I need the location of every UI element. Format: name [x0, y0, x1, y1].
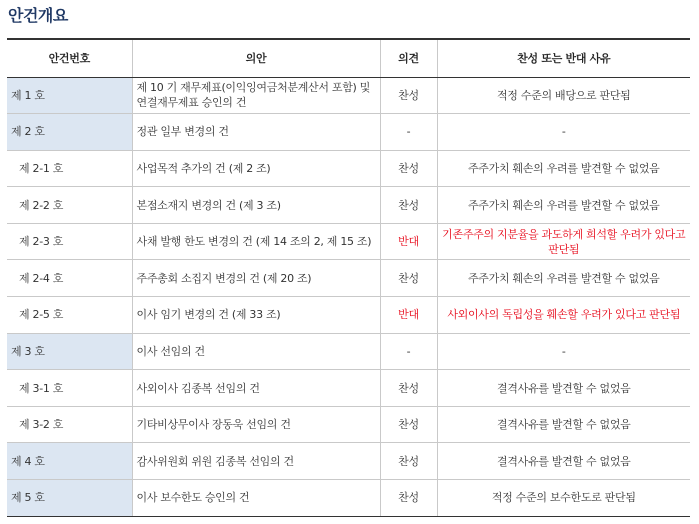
opinion-cell: 찬성	[380, 187, 437, 224]
table-row	[7, 77, 690, 114]
reason-cell: 적정 수준의 보수한도로 판단됨	[437, 480, 690, 517]
reason-cell: -	[437, 114, 690, 151]
agenda-number-cell: 제 3 호	[7, 333, 132, 370]
agenda-item-cell: 본점소재지 변경의 건 (제 3 조)	[132, 187, 380, 224]
header-opinion: 의견	[380, 39, 437, 77]
agenda-item-cell: 주주총회 소집지 변경의 건 (제 20 조)	[132, 260, 380, 297]
table-row	[7, 187, 690, 224]
page-title: 안건개요	[8, 6, 68, 25]
table-row	[7, 114, 690, 151]
agenda-number-cell: 제 2-3 호	[7, 223, 132, 260]
agenda-number-cell: 제 3-1 호	[7, 370, 132, 407]
agenda-item-cell: 사외이사 김종복 선임의 건	[132, 370, 380, 407]
table-row	[7, 260, 690, 297]
agenda-table-body	[7, 77, 690, 516]
opinion-cell: 찬성	[380, 480, 437, 517]
agenda-number-cell: 제 2-1 호	[7, 150, 132, 187]
opinion-cell: 찬성	[380, 150, 437, 187]
agenda-number-cell: 제 3-2 호	[7, 406, 132, 443]
header-agenda-number: 안건번호	[7, 39, 132, 77]
header-reason: 찬성 또는 반대 사유	[437, 39, 690, 77]
agenda-item-cell: 감사위원회 위원 김종복 선임의 건	[132, 443, 380, 480]
table-row	[7, 370, 690, 407]
table-row	[7, 150, 690, 187]
agenda-item-cell: 제 10 기 재무제표(이익잉여금처분계산서 포함) 및 연결재무제표 승인의 건	[132, 77, 380, 114]
reason-cell: 결격사유를 발견할 수 없었음	[437, 370, 690, 407]
agenda-number-cell: 제 5 호	[7, 480, 132, 517]
reason-cell: 결격사유를 발견할 수 없었음	[437, 443, 690, 480]
agenda-item-cell: 이사 선임의 건	[132, 333, 380, 370]
opinion-cell: 찬성	[380, 406, 437, 443]
agenda-table	[7, 38, 690, 517]
reason-cell: 결격사유를 발견할 수 없었음	[437, 406, 690, 443]
table-row	[7, 406, 690, 443]
table-row	[7, 480, 690, 517]
table-header-row	[7, 39, 690, 77]
reason-cell: 적정 수준의 배당으로 판단됨	[437, 77, 690, 114]
opinion-cell: 반대	[380, 297, 437, 334]
opinion-cell: 찬성	[380, 77, 437, 114]
agenda-number-cell: 제 4 호	[7, 443, 132, 480]
opinion-cell: 반대	[380, 223, 437, 260]
agenda-item-cell: 이사 임기 변경의 건 (제 33 조)	[132, 297, 380, 334]
agenda-item-cell: 사업목적 추가의 건 (제 2 조)	[132, 150, 380, 187]
table-row	[7, 297, 690, 334]
table-row	[7, 223, 690, 260]
agenda-number-cell: 제 2 호	[7, 114, 132, 151]
opinion-cell: 찬성	[380, 370, 437, 407]
reason-cell: 주주가치 훼손의 우려를 발견할 수 없었음	[437, 150, 690, 187]
opinion-cell: 찬성	[380, 443, 437, 480]
table-row	[7, 333, 690, 370]
opinion-cell: -	[380, 333, 437, 370]
reason-cell: 주주가치 훼손의 우려를 발견할 수 없었음	[437, 187, 690, 224]
agenda-item-cell: 정관 일부 변경의 건	[132, 114, 380, 151]
agenda-item-cell: 사채 발행 한도 변경의 건 (제 14 조의 2, 제 15 조)	[132, 223, 380, 260]
reason-cell: 주주가치 훼손의 우려를 발견할 수 없었음	[437, 260, 690, 297]
reason-cell: -	[437, 333, 690, 370]
agenda-number-cell: 제 2-4 호	[7, 260, 132, 297]
table-row	[7, 443, 690, 480]
agenda-item-cell: 기타비상무이사 장동욱 선임의 건	[132, 406, 380, 443]
agenda-number-cell: 제 1 호	[7, 77, 132, 114]
agenda-item-cell: 이사 보수한도 승인의 건	[132, 480, 380, 517]
reason-cell: 사외이사의 독립성을 훼손할 우려가 있다고 판단됨	[437, 297, 690, 334]
header-agenda-item: 의안	[132, 39, 380, 77]
opinion-cell: 찬성	[380, 260, 437, 297]
agenda-number-cell: 제 2-5 호	[7, 297, 132, 334]
reason-cell: 기존주주의 지분율을 과도하게 희석할 우려가 있다고 판단됨	[437, 223, 690, 260]
opinion-cell: -	[380, 114, 437, 151]
agenda-number-cell: 제 2-2 호	[7, 187, 132, 224]
